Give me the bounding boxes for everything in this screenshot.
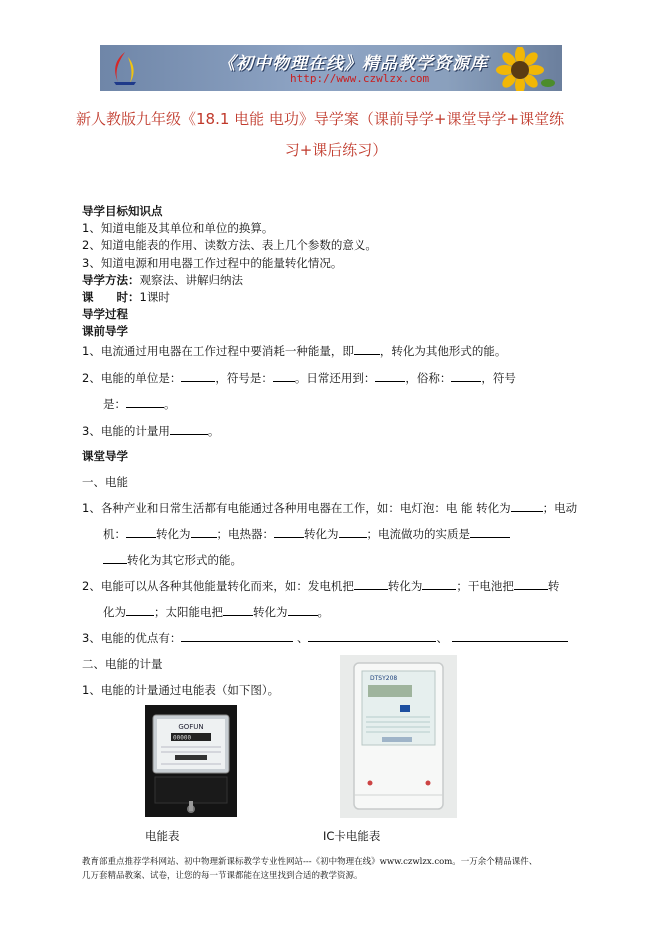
answer-blank[interactable]	[191, 526, 217, 538]
meter-caption: 电能表	[145, 829, 180, 843]
ic-card-meter-photo	[340, 655, 457, 818]
answer-blank[interactable]	[273, 370, 295, 382]
in-q1-text-d: 转化为	[156, 527, 191, 541]
in-q2-text-c: ；干电池把	[456, 579, 514, 593]
ic-meter-model-text: DTSY208	[370, 675, 398, 682]
svg-text:00000: 00000	[173, 734, 192, 742]
in-q2-text-g: 转化为	[253, 605, 288, 619]
in-q2-text-d: 转	[547, 579, 560, 593]
hours-row	[82, 289, 170, 305]
footer-line-1: 教育部重点推荐学科网站、初中物理新课标教学专业性网站---《初中物理在线》www.czwlzx.com。一万余个精品课件、	[82, 857, 538, 867]
in-q2-text-a: 2、电能可以从各种其他能量转化而来，如：发电机把	[82, 579, 354, 593]
answer-blank[interactable]	[354, 343, 380, 355]
footer-line-2: 几万套精品教案、试卷，让您的每一节课都能在这里找到合适的教学资源。	[82, 871, 363, 881]
pre-q1-text-b: ，转化为其他形式的能。	[379, 344, 507, 358]
pre-q2-text-g: 。	[164, 397, 176, 411]
goal-item-1: 1、知道电能及其单位和单位的换算。	[82, 221, 274, 235]
in-q3-text-a: 3、电能的优点有：	[82, 631, 182, 645]
pre-q2-text-c: 。日常还用到：	[294, 371, 376, 385]
meter-brand-text: GOFUN	[178, 723, 204, 731]
goal-item-2: 2、知道电能表的作用、读数方法、表上几个参数的意义。	[82, 238, 377, 252]
pre-q1-text-a: 1、电流通过用电器在工作过程中要消耗一种能量，即	[82, 344, 354, 358]
section-2-heading: 二、电能的计量	[82, 657, 163, 671]
banner-title: 《初中物理在线》精品教学资源库	[218, 54, 488, 74]
in-q2-text-b: 转化为	[387, 579, 423, 593]
site-logo-icon	[106, 49, 144, 87]
in-question-1-cont2	[103, 552, 242, 568]
header-banner	[100, 45, 562, 91]
pre-class-heading: 课前导学	[82, 324, 128, 338]
pre-question-3	[82, 423, 219, 439]
answer-blank[interactable]	[354, 578, 388, 590]
in-question-2	[82, 578, 559, 594]
goal-item-3: 3、知道电源和用电器工作过程中的能量转化情况。	[82, 256, 343, 270]
electric-meter-photo	[145, 705, 237, 817]
answer-blank[interactable]	[274, 526, 304, 538]
pre-q3-text-a: 3、电能的计量用	[82, 424, 170, 438]
in-question-2-cont	[103, 604, 329, 620]
answer-blank[interactable]	[422, 578, 456, 590]
answer-blank[interactable]	[514, 578, 548, 590]
answer-blank[interactable]	[126, 526, 156, 538]
answer-blank[interactable]	[375, 370, 405, 382]
in-q1-text-e: ；电热器：	[216, 527, 274, 541]
in-question-1	[82, 500, 577, 516]
in-q3-sep-1: 、	[296, 631, 309, 645]
footer-note	[82, 855, 582, 883]
pre-question-1	[82, 343, 506, 359]
answer-blank[interactable]	[181, 630, 293, 642]
in-q1-text-g: ；电流做功的实质是	[366, 527, 470, 541]
electric-meter-icon	[145, 705, 237, 817]
answer-blank[interactable]	[339, 526, 367, 538]
answer-blank[interactable]	[103, 552, 127, 564]
in-q2-text-h: 。	[317, 605, 329, 619]
section-1-heading: 一、电能	[82, 475, 128, 489]
answer-blank[interactable]	[223, 604, 253, 616]
in-q2-text-e: 化为	[103, 605, 126, 619]
pre-q2-text-a: 2、电能的单位是：	[82, 371, 182, 385]
answer-blank[interactable]	[170, 423, 208, 435]
document-title	[76, 104, 596, 166]
answer-blank[interactable]	[181, 370, 215, 382]
goals-heading: 导学目标知识点	[82, 204, 163, 218]
answer-blank[interactable]	[126, 396, 164, 408]
answer-blank[interactable]	[126, 604, 154, 616]
in-q1-text-a: 1、各种产业和日常生活都有电能通过各种用电器在工作，如：电灯泡：电 能 转化为	[82, 501, 511, 515]
process-heading: 导学过程	[82, 307, 128, 321]
document-title-line2: 习+课后练习）	[284, 141, 388, 159]
answer-blank[interactable]	[511, 500, 543, 512]
in-q1-text-c: 机：	[103, 527, 126, 541]
method-row	[82, 272, 243, 288]
method-value: 观察法、讲解归纳法	[139, 273, 243, 287]
pre-q2-text-b: ，符号是：	[215, 371, 273, 385]
pre-q2-text-f: 是：	[103, 397, 126, 411]
pre-q2-text-e: ，符号	[481, 371, 516, 385]
in-q1-text-h: 转化为其它形式的能。	[127, 553, 242, 567]
in-class-heading: 课堂导学	[82, 449, 128, 463]
hours-value: 1课时	[139, 290, 170, 304]
answer-blank[interactable]	[308, 630, 436, 642]
method-label: 导学方法：	[82, 273, 140, 287]
answer-blank[interactable]	[288, 604, 318, 616]
pre-question-2	[82, 370, 516, 386]
pre-question-2-cont	[103, 396, 176, 412]
ic-meter-icon	[340, 655, 457, 818]
banner-url[interactable]: http://www.czwlzx.com	[290, 72, 430, 85]
answer-blank[interactable]	[470, 526, 510, 538]
pre-q3-text-b: 。	[207, 424, 220, 438]
answer-blank[interactable]	[452, 630, 568, 642]
ic-meter-caption: IC卡电能表	[323, 829, 381, 843]
in-q3-sep-2: 、	[436, 631, 448, 645]
in-q1-text-f: 转化为	[304, 527, 339, 541]
hours-label: 课 时：	[82, 290, 140, 304]
document-title-line1: 新人教版九年级《18.1 电能 电功》导学案（课前导学+课堂导学+课堂练	[76, 110, 565, 128]
sunflower-icon	[478, 47, 558, 91]
in-question-4: 1、电能的计量通过电能表（如下图）。	[82, 683, 280, 697]
answer-blank[interactable]	[451, 370, 481, 382]
pre-q2-text-d: ，俗称：	[405, 371, 452, 385]
in-q2-text-f: ；太阳能电把	[154, 605, 223, 619]
in-q1-text-b: ；电动	[542, 501, 578, 515]
in-question-3	[82, 630, 568, 646]
in-question-1-cont	[103, 526, 510, 542]
